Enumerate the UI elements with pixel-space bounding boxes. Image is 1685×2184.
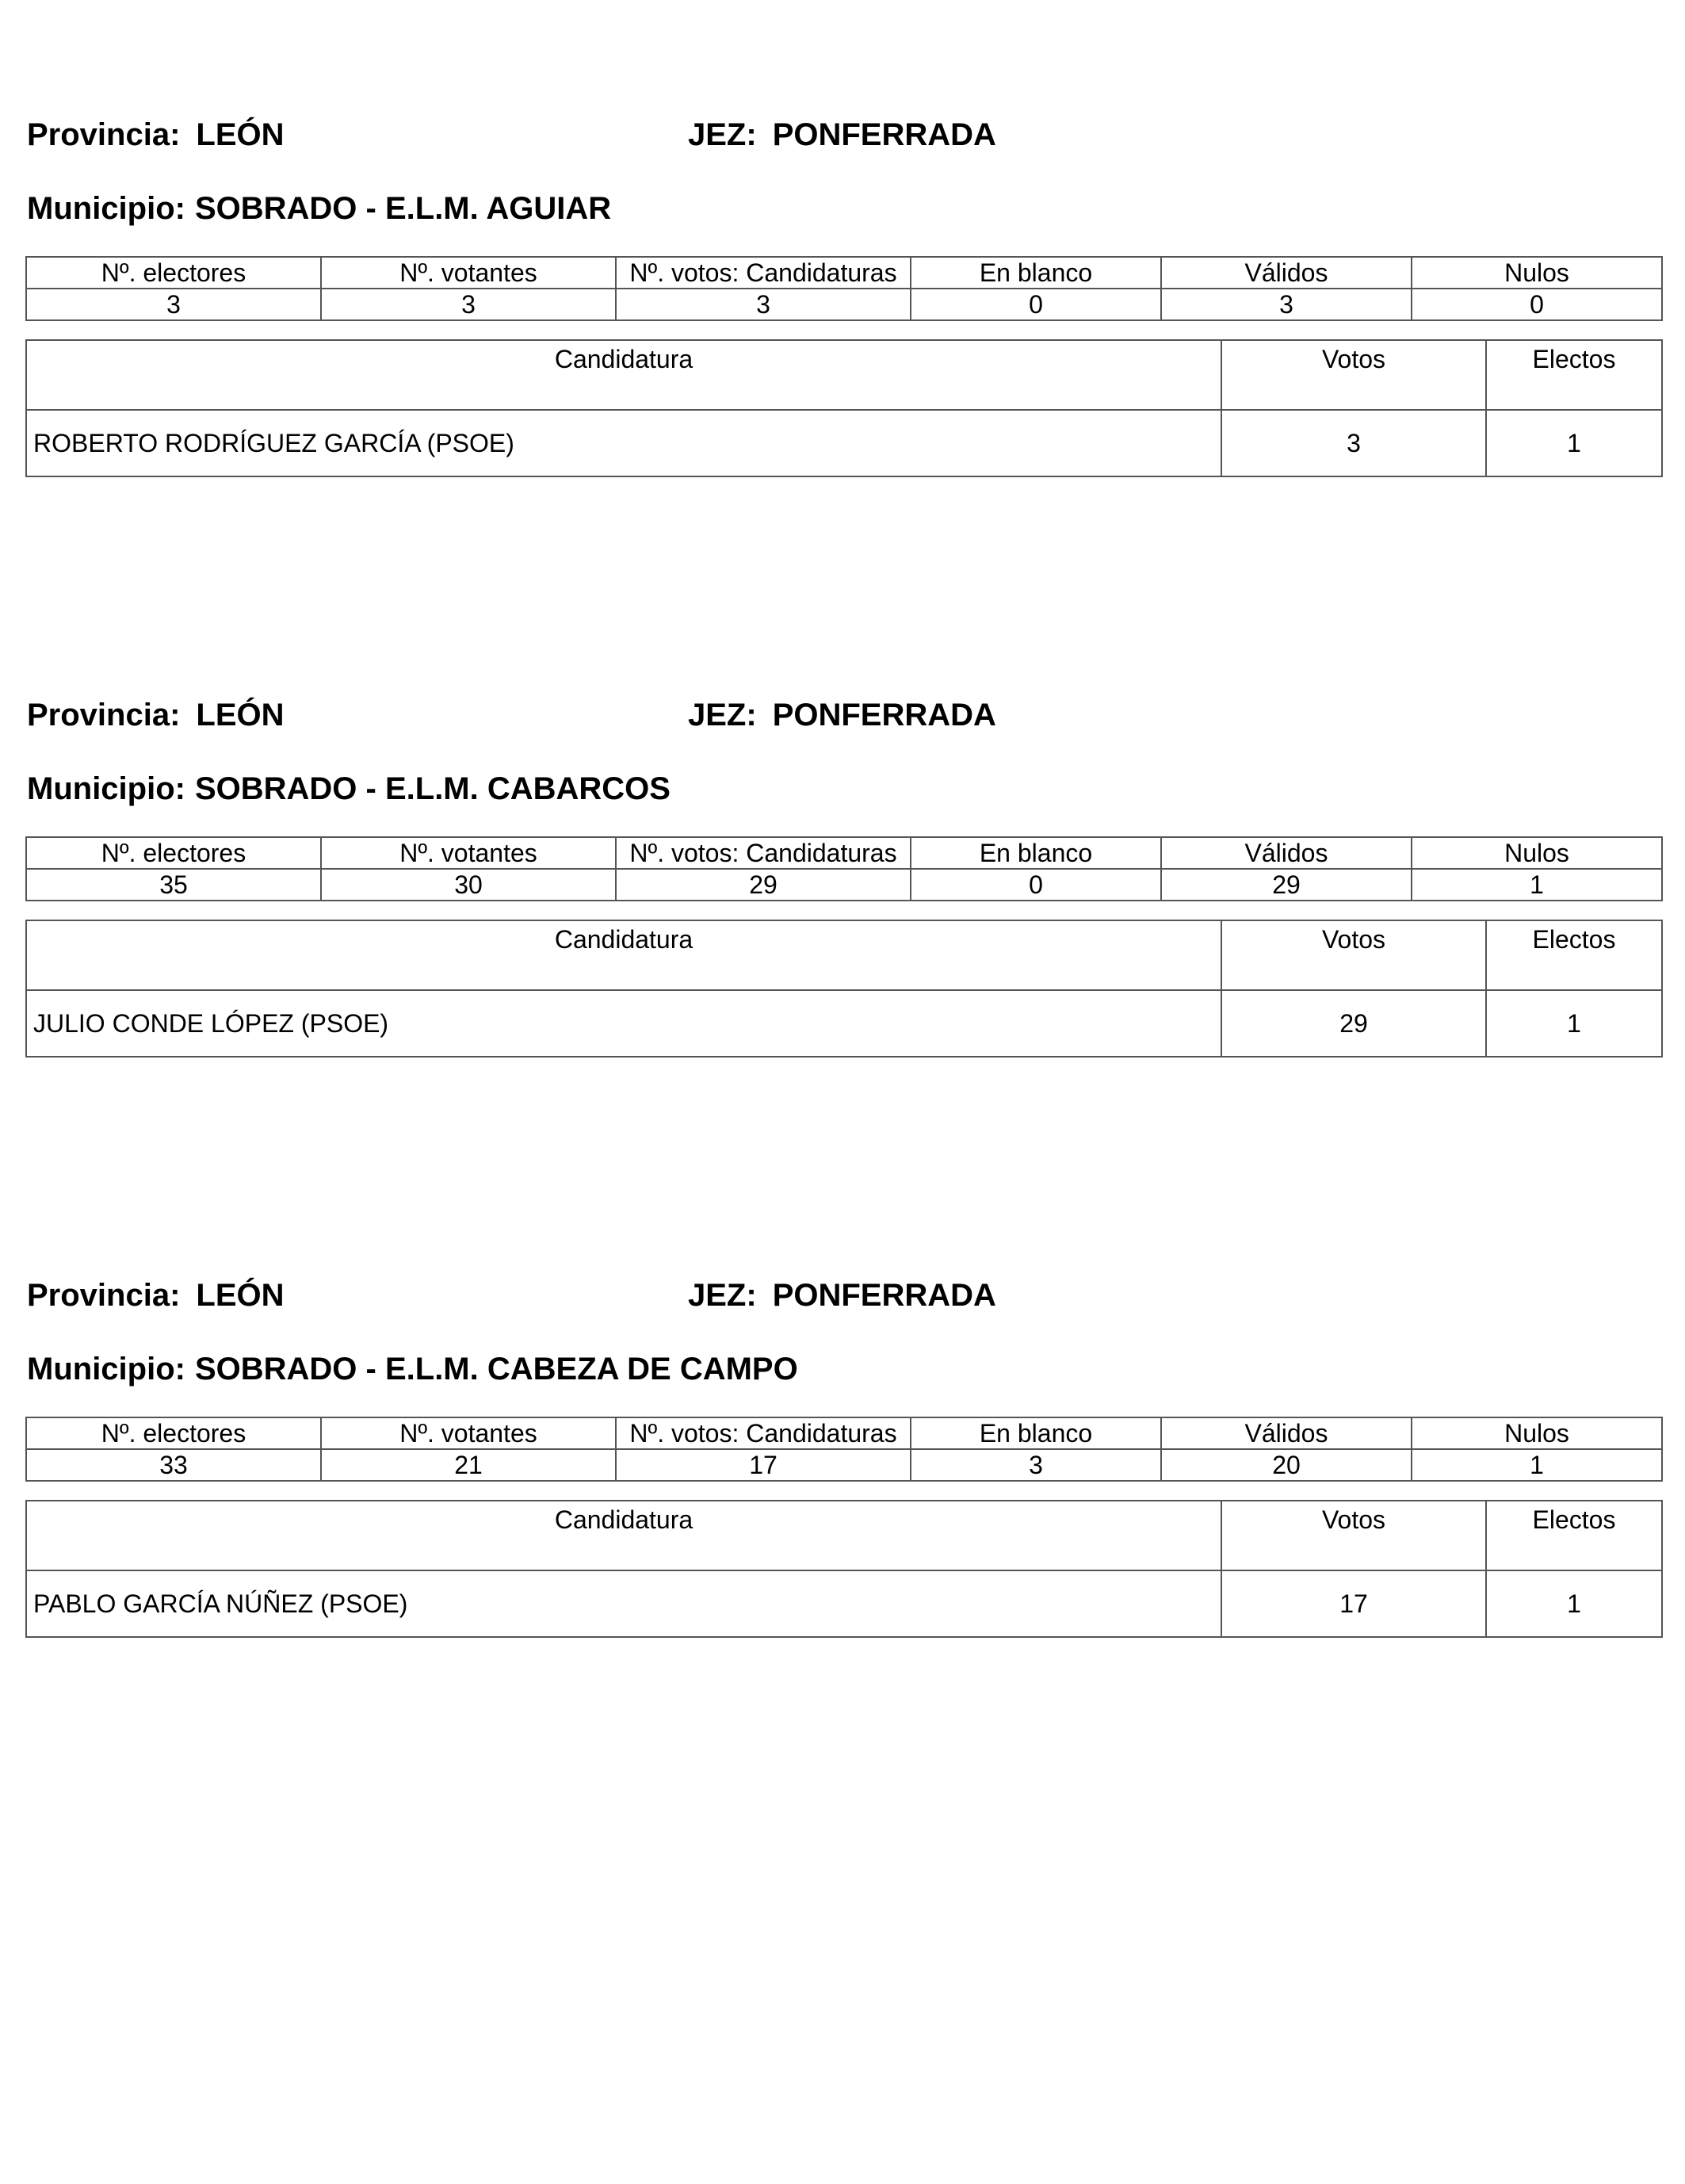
- provincia-line: [27, 696, 285, 734]
- results-block-aguiar: [25, 116, 1661, 496]
- candidatura-header: Candidatura: [26, 1501, 1221, 1570]
- stats-value-cell: 3: [1161, 289, 1412, 320]
- stats-value-row: [26, 869, 1662, 901]
- stats-header-cell: En blanco: [911, 837, 1161, 869]
- stats-value-cell: 1: [1412, 869, 1662, 901]
- candidates-header-row: [26, 340, 1662, 410]
- municipio-value: SOBRADO - E.L.M. CABEZA DE CAMPO: [194, 1352, 798, 1387]
- stats-value-cell: 3: [616, 289, 911, 320]
- stats-header-cell: Nº. votantes: [321, 257, 616, 289]
- electos-header: Electos: [1486, 920, 1662, 990]
- stats-header-cell: Nº. votos: Candidaturas: [616, 257, 911, 289]
- stats-header-cell: Nº. electores: [26, 837, 321, 869]
- candidate-votos: 29: [1221, 990, 1486, 1057]
- candidates-header-row: [26, 1501, 1662, 1570]
- stats-value-cell: 0: [911, 289, 1161, 320]
- stats-value-cell: 30: [321, 869, 616, 901]
- stats-value-cell: 20: [1161, 1449, 1412, 1481]
- municipio-line: [27, 189, 611, 228]
- stats-header-cell: En blanco: [911, 1417, 1161, 1449]
- provincia-label: Provincia:: [27, 698, 181, 732]
- stats-header-row: [26, 257, 1662, 289]
- votos-header: Votos: [1221, 1501, 1486, 1570]
- jez-label: JEZ:: [688, 117, 757, 152]
- electos-header: Electos: [1486, 1501, 1662, 1570]
- jez-value: PONFERRADA: [772, 698, 996, 732]
- jez-value: PONFERRADA: [772, 117, 996, 152]
- stats-value-cell: 3: [26, 289, 321, 320]
- results-block-cabarcos: [25, 696, 1661, 1077]
- stats-value-cell: 0: [1412, 289, 1662, 320]
- jez-value: PONFERRADA: [772, 1278, 996, 1313]
- stats-value-cell: 3: [911, 1449, 1161, 1481]
- candidates-header-row: [26, 920, 1662, 990]
- stats-header-cell: Nº. votantes: [321, 837, 616, 869]
- stats-value-row: [26, 1449, 1662, 1481]
- stats-table: [25, 836, 1663, 901]
- results-block-cabeza-de-campo: [25, 1276, 1661, 1657]
- stats-header-cell: Nulos: [1412, 837, 1662, 869]
- candidatura-header: Candidatura: [26, 920, 1221, 990]
- jez-label: JEZ:: [688, 698, 757, 732]
- stats-table: [25, 256, 1663, 321]
- stats-value-cell: 3: [321, 289, 616, 320]
- candidate-row: [26, 410, 1662, 476]
- votos-header: Votos: [1221, 920, 1486, 990]
- candidate-row: [26, 1570, 1662, 1637]
- stats-value-cell: 29: [1161, 869, 1412, 901]
- stats-header-cell: Válidos: [1161, 257, 1412, 289]
- candidate-name: PABLO GARCÍA NÚÑEZ (PSOE): [26, 1570, 1221, 1637]
- stats-header-cell: Nulos: [1412, 257, 1662, 289]
- stats-value-cell: 17: [616, 1449, 911, 1481]
- stats-header-cell: En blanco: [911, 257, 1161, 289]
- municipio-label: Municipio:: [27, 771, 185, 806]
- stats-value-cell: 1: [1412, 1449, 1662, 1481]
- candidate-name: JULIO CONDE LÓPEZ (PSOE): [26, 990, 1221, 1057]
- stats-table: [25, 1417, 1663, 1482]
- candidates-table: [25, 920, 1663, 1058]
- stats-value-cell: 29: [616, 869, 911, 901]
- jez-line: [688, 1276, 996, 1314]
- candidate-votos: 3: [1221, 410, 1486, 476]
- candidates-table: [25, 339, 1663, 477]
- stats-value-cell: 21: [321, 1449, 616, 1481]
- stats-header-cell: Nº. votantes: [321, 1417, 616, 1449]
- stats-header-row: [26, 1417, 1662, 1449]
- stats-header-cell: Nº. electores: [26, 1417, 321, 1449]
- stats-header-row: [26, 837, 1662, 869]
- stats-header-cell: Nº. votos: Candidaturas: [616, 837, 911, 869]
- jez-label: JEZ:: [688, 1278, 757, 1313]
- candidate-electos: 1: [1486, 1570, 1662, 1637]
- provincia-label: Provincia:: [27, 117, 181, 152]
- provincia-label: Provincia:: [27, 1278, 181, 1313]
- stats-header-cell: Válidos: [1161, 837, 1412, 869]
- electos-header: Electos: [1486, 340, 1662, 410]
- candidates-table: [25, 1500, 1663, 1638]
- stats-value-cell: 35: [26, 869, 321, 901]
- candidate-electos: 1: [1486, 410, 1662, 476]
- stats-value-row: [26, 289, 1662, 320]
- provincia-value: LEÓN: [196, 1278, 285, 1313]
- jez-line: [688, 116, 996, 154]
- municipio-label: Municipio:: [27, 191, 185, 226]
- candidate-electos: 1: [1486, 990, 1662, 1057]
- candidate-votos: 17: [1221, 1570, 1486, 1637]
- provincia-line: [27, 1276, 285, 1314]
- stats-header-cell: Nulos: [1412, 1417, 1662, 1449]
- municipio-value: SOBRADO - E.L.M. CABARCOS: [194, 771, 671, 806]
- provincia-line: [27, 116, 285, 154]
- stats-header-cell: Nº. votos: Candidaturas: [616, 1417, 911, 1449]
- provincia-value: LEÓN: [196, 117, 285, 152]
- stats-header-cell: Válidos: [1161, 1417, 1412, 1449]
- candidatura-header: Candidatura: [26, 340, 1221, 410]
- votos-header: Votos: [1221, 340, 1486, 410]
- candidate-name: ROBERTO RODRÍGUEZ GARCÍA (PSOE): [26, 410, 1221, 476]
- stats-value-cell: 33: [26, 1449, 321, 1481]
- jez-line: [688, 696, 996, 734]
- municipio-line: [27, 770, 671, 808]
- municipio-label: Municipio:: [27, 1352, 185, 1387]
- stats-header-cell: Nº. electores: [26, 257, 321, 289]
- stats-value-cell: 0: [911, 869, 1161, 901]
- provincia-value: LEÓN: [196, 698, 285, 732]
- candidate-row: [26, 990, 1662, 1057]
- municipio-line: [27, 1350, 798, 1388]
- municipio-value: SOBRADO - E.L.M. AGUIAR: [194, 191, 612, 226]
